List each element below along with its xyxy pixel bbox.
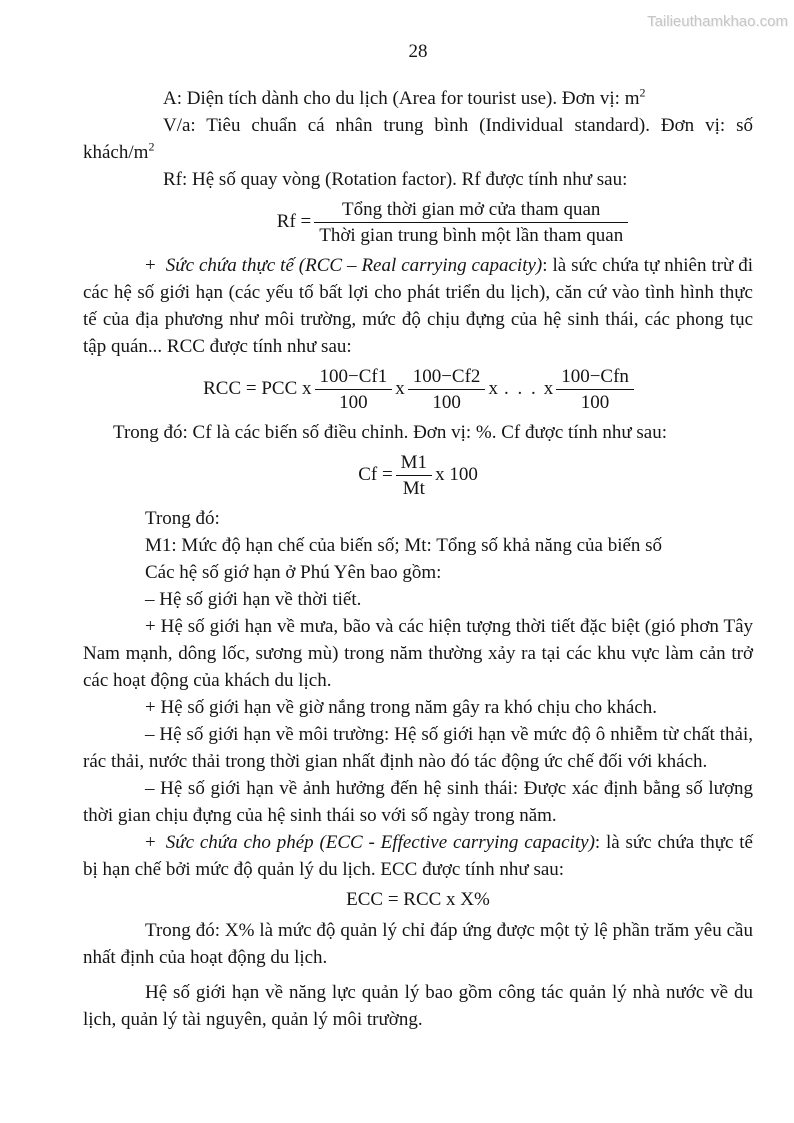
superscript-m2: 2 — [148, 139, 155, 154]
cf-formula-rhs: x 100 — [435, 463, 478, 485]
rcc-fraction-2-numerator: 100−Cf2 — [408, 364, 486, 390]
rcc-times-sign: x — [488, 377, 498, 399]
paragraph-area — [83, 85, 753, 112]
paragraph-ecc — [83, 829, 753, 883]
paragraph-nang-luc: Hệ số giới hạn về năng lực quản lý bao gồm công tác quản lý nhà nước về du lịch, quản lý tài nguyên, quản lý môi trường. — [83, 982, 753, 1030]
paragraph-gio-nang: + Hệ số giới hạn về giờ nắng trong năm gây ra khó chịu cho khách. — [145, 697, 658, 718]
rcc-fraction-n — [556, 364, 634, 415]
rcc-fraction-1-numerator: 100−Cf1 — [315, 364, 393, 390]
cf-formula-lhs: Cf = — [358, 463, 393, 485]
rcc-plain-text: : là sức chứa tự nhiên trừ đi các hệ số giới hạn (các yếu tố bất lợi cho phát triển du lịch), căn cứ vào tình hình thực tế của địa phương như môi trường, mức độ chịu đựng của hệ sinh thái, các phong tục tập quán... RCC được tính như sau: — [83, 255, 753, 357]
paragraph-va-line2 — [83, 139, 753, 166]
rcc-fraction-n-numerator: 100−Cfn — [556, 364, 634, 390]
superscript-m2: 2 — [639, 85, 646, 100]
page-number: 28 — [408, 41, 428, 62]
watermark: Tailieuthamkhao.com — [647, 13, 788, 30]
paragraph-va-line1: V/a: Tiêu chuẩn cá nhân trung bình (Individual standard). Đơn vị: số — [163, 115, 753, 136]
rcc-ellipsis: . . . — [503, 377, 538, 399]
rcc-times-sign: x — [543, 377, 554, 399]
rcc-plus-sign: + — [145, 255, 156, 276]
paragraph-m1-mt: M1: Mức độ hạn chế của biến số; Mt: Tổng số khả năng của biến số — [145, 535, 663, 556]
rcc-times-sign: x — [395, 377, 405, 399]
cf-fraction-denominator: Mt — [402, 478, 425, 499]
rf-fraction-numerator: Tổng thời gian mở cửa tham quan — [314, 197, 628, 223]
rf-fraction — [314, 197, 628, 248]
rf-formula-lhs: Rf = — [276, 210, 312, 232]
rcc-fraction-n-denominator: 100 — [580, 392, 610, 413]
ecc-plain-text: : là sức chứa thực tế bị hạn chế bởi mức độ quản lý du lịch. ECC được tính như sau: — [83, 832, 753, 880]
paragraph-x-percent: Trong đó: X% là mức độ quản lý chỉ đáp ứng được một tỷ lệ phần trăm yêu cầu nhất định của hoạt động du lịch. — [83, 920, 753, 968]
paragraph-mua-bao: + Hệ số giới hạn về mưa, bão và các hiện tượng thời tiết đặc biệt (gió phơn Tây Nam mạnh, dông lốc, sương mù) trong năm thường xảy ra tại các khu vực làm cản trở các hoạt động của khách du lịch. — [83, 616, 753, 691]
paragraph-trong-do: Trong đó: — [145, 508, 220, 529]
rcc-formula-lhs: RCC = PCC x — [203, 377, 312, 399]
paragraph-area-text: A: Diện tích dành cho du lịch (Area for tourist use). Đơn vị: m — [163, 88, 640, 109]
rf-formula — [83, 197, 753, 248]
paragraph-rcc — [83, 252, 753, 360]
ecc-italic-term: Sức chứa cho phép (ECC - Effective carrying capacity) — [165, 832, 595, 853]
paragraph-moi-truong: – Hệ số giới hạn về môi trường: Hệ số giới hạn về mức độ ô nhiễm từ chất thải, rác thải, nước thải trong thời gian nhất định nào đó tác động ức chế đối với khách. — [83, 724, 753, 772]
rcc-italic-term: Sức chứa thực tế (RCC – Real carrying capacity) — [165, 255, 543, 276]
paragraph-cf-intro: Trong đó: Cf là các biến số điều chỉnh. Đơn vị: %. Cf được tính như sau: — [113, 422, 667, 443]
paragraph-thoi-tiet: – Hệ số giới hạn về thời tiết. — [145, 589, 362, 610]
ecc-plus-sign: + — [145, 832, 156, 853]
rf-fraction-denominator: Thời gian trung bình một lần tham quan — [319, 225, 624, 246]
paragraph-rf-intro: Rf: Hệ số quay vòng (Rotation factor). Rf được tính như sau: — [163, 169, 628, 190]
cf-fraction-numerator: M1 — [396, 450, 432, 476]
cf-fraction — [396, 450, 432, 501]
rcc-fraction-1-denominator: 100 — [339, 392, 368, 413]
rcc-fraction-1 — [315, 364, 393, 415]
paragraph-cac-he-so: Các hệ số giớ hạn ở Phú Yên bao gồm: — [145, 562, 442, 583]
cf-formula — [83, 450, 753, 501]
paragraph-sinh-thai: – Hệ số giới hạn về ảnh hưởng đến hệ sinh thái: Được xác định bằng số lượng thời gian chịu đựng của hệ sinh thái so với số ngày trong năm. — [83, 778, 753, 826]
rcc-fraction-2 — [408, 364, 486, 415]
paragraph-va-line2-text: khách/m — [83, 142, 149, 163]
rcc-fraction-2-denominator: 100 — [432, 392, 461, 413]
ecc-formula: ECC = RCC x X% — [346, 889, 490, 910]
rcc-formula — [83, 364, 753, 415]
